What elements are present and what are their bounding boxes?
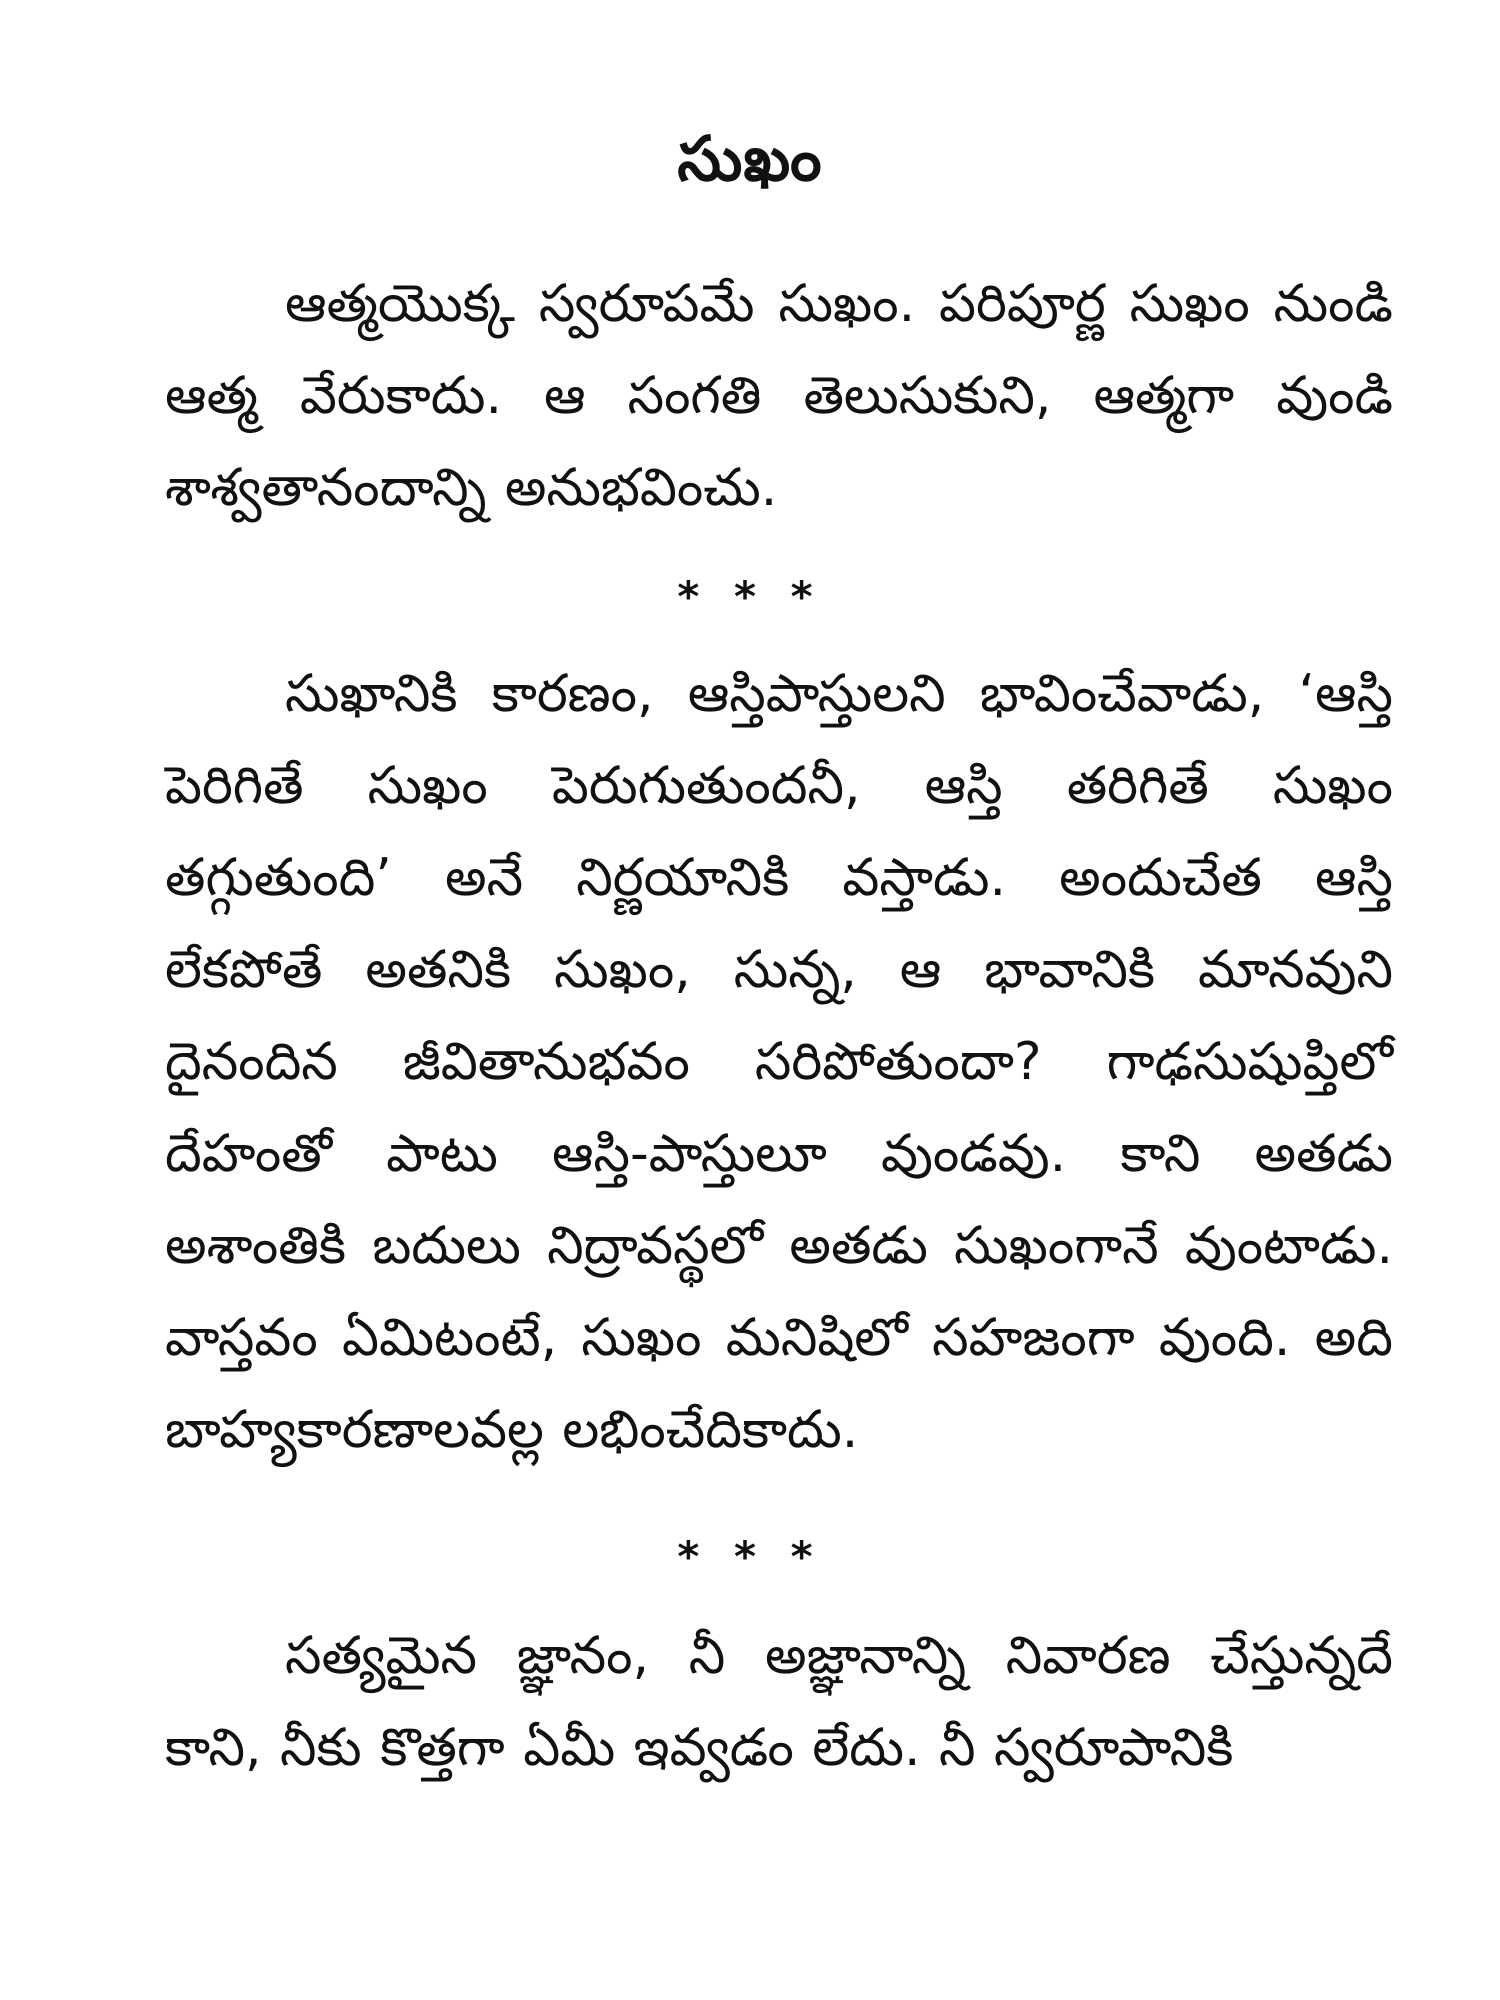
section-separator-1: * * *: [677, 572, 823, 621]
paragraph-1: ఆత్మయొక్క స్వరూపమే సుఖం. పరిపూర్ణ సుఖం నుండి ఆత్మ వేరుకాదు. ఆ సంగతి తెలుసుకుని, ఆత్మగా వుండి శాశ్వతానందాన్ని అనుభవించు.: [165, 274, 1393, 518]
section-separator-2: * * *: [677, 1532, 823, 1581]
paragraph-2: సుఖానికి కారణం, ఆస్తిపాస్తులని భావించేవాడు, ‘ఆస్తి పెరిగితే సుఖం పెరుగుతుందనీ, ఆస్తి తరిగితే సుఖం తగ్గుతుంది’ అనే నిర్ణయానికి వస్తాడు. అందుచేత ఆస్తి లేకపోతే అతనికి సుఖం, సున్న, ఆ భావానికి మానవుని దైనందిన జీవితానుభవం సరిపోతుందా? గాఢసుషుప్తిలో దేహంతో పాటు ఆస్తి-పాస్తులూ వుండవు. కాని అతడు అశాంతికి బదులు నిద్రావస్థలో అతడు సుఖంగానే వుంటాడు. వాస్తవం ఏమిటంటే, సుఖం మనిషిలో సహజంగా వుంది. అది బాహ్యకారణాలవల్ల లభించేదికాదు.: [165, 664, 1393, 1460]
paragraph-3: సత్యమైన జ్ఞానం, నీ అజ్ఞానాన్ని నివారణ చేస్తున్నదే కాని, నీకు కొత్తగా ఏమీ ఇవ్వడం లేదు. నీ స్వరూపానికి: [165, 1626, 1393, 1778]
chapter-title: సుఖం: [677, 122, 823, 195]
